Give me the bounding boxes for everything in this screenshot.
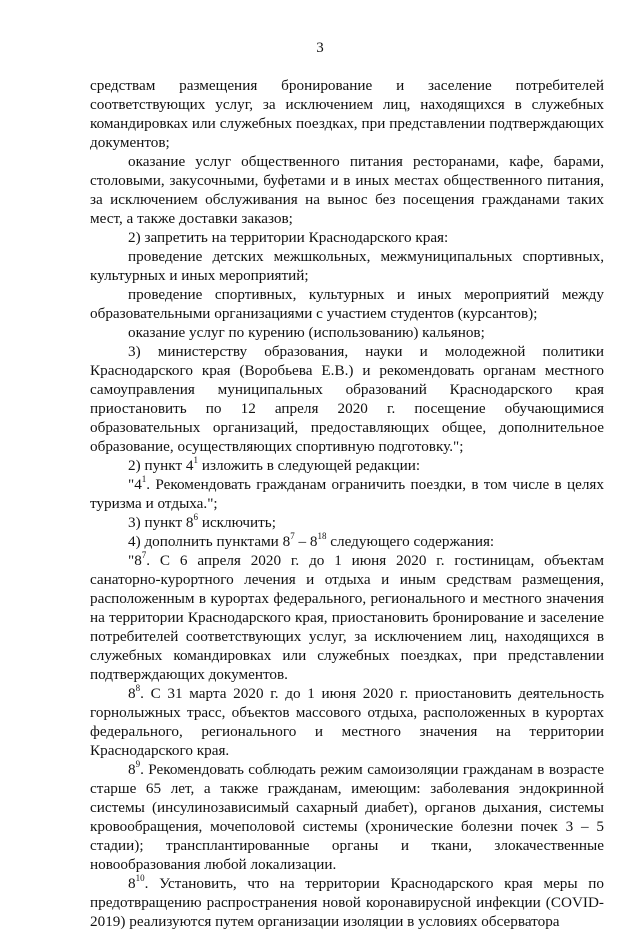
superscript: 10 [135, 872, 145, 883]
text-run: средствам размещения бронирование и заселение потребителей соответствующих услуг, за исключением лиц, находящихся в служебных командировках или служебных поездках, при представлении подтверждающих документов; [90, 77, 604, 151]
text-run: – 8 [294, 533, 318, 550]
text-run: исключить; [198, 514, 276, 531]
page-number: 3 [316, 40, 324, 56]
text-run: . Рекомендовать соблюдать режим самоизоляции гражданам в возрасте старше 65 лет, а также гражданам, имеющим: заболевания эндокринной системы (инсулинозависимый сахарный диабет), органов дыхания, системы кровообращения, мочеполовой системы (хронические болезни почек 3 – 5 стадии); трансплантированные органы и ткани, злокачественные новообразования любой локализации. [90, 761, 604, 873]
paragraph-p14 [90, 760, 604, 874]
paragraph-p11 [90, 532, 604, 551]
paragraph-p9 [90, 475, 604, 513]
text-run: "4 [128, 476, 142, 493]
paragraph-p12 [90, 551, 604, 684]
text-run: . Установить, что на территории Краснодарского края меры по предотвращению распространения новой коронавирусной инфекции (COVID-2019) реализуются путем организации изоляции в условиях обсерватора [90, 875, 604, 930]
paragraph-p8 [90, 456, 604, 475]
text-run: следующего содержания: [326, 533, 495, 550]
paragraph-p10 [90, 513, 604, 532]
paragraph-p2 [90, 152, 604, 228]
superscript: 1 [193, 454, 199, 465]
superscript: 1 [141, 473, 147, 484]
superscript: 18 [317, 530, 327, 541]
superscript: 7 [141, 549, 147, 560]
superscript: 8 [135, 682, 141, 693]
text-run: 8 [128, 875, 136, 892]
paragraph-p7 [90, 342, 604, 456]
paragraph-p3 [90, 228, 604, 247]
text-run: 2) запретить на территории Краснодарского края: [128, 229, 449, 246]
paragraph-p1 [90, 76, 604, 152]
text-run: оказание услуг общественного питания ресторанами, кафе, барами, столовыми, закусочными, буфетами и в иных местах общественного питания, за исключением обслуживания на вынос без посещения гражданами таких мест, а также доставки заказов; [90, 153, 604, 227]
text-run: 8 [128, 761, 136, 778]
paragraph-p15 [90, 874, 604, 931]
text-run: 3) пункт 8 [128, 514, 194, 531]
paragraph-p13 [90, 684, 604, 760]
text-run: проведение детских межшкольных, межмуниципальных спортивных, культурных и иных мероприятий; [90, 248, 604, 284]
superscript: 6 [193, 511, 199, 522]
text-run: 8 [128, 685, 136, 702]
superscript: 7 [290, 530, 295, 541]
text-run: 4) дополнить пунктами 8 [128, 533, 291, 550]
text-run: . С 6 апреля 2020 г. до 1 июня 2020 г. гостиницам, объектам санаторно-курортного лечения и отдыха и иным средствам размещения, расположенным в курортах федерального, регионального и местного значения на территории Краснодарского края, приостановить бронирование и заселение потребителей соответствующих услуг, за исключением лиц, находящихся в служебных командировках или служебных поездках, при представлении подтверждающих документов. [90, 552, 604, 683]
paragraph-p4 [90, 247, 604, 285]
superscript: 9 [135, 758, 141, 769]
text-run: оказание услуг по курению (использованию) кальянов; [128, 324, 485, 341]
text-run: . С 31 марта 2020 г. до 1 июня 2020 г. приостановить деятельность горнолыжных трасс, объектов массового отдыха, расположенных в курортах федерального, регионального и местного значения на территории Краснодарского края. [90, 685, 604, 759]
text-run: 2) пункт 4 [128, 457, 194, 474]
document-body [90, 76, 604, 931]
paragraph-p5 [90, 285, 604, 323]
text-run: . Рекомендовать гражданам ограничить поездки, в том числе в целях туризма и отдыха."; [90, 476, 604, 512]
text-run: изложить в следующей редакции: [198, 457, 421, 474]
text-run: проведение спортивных, культурных и иных мероприятий между образовательными организациями с участием студентов (курсантов); [90, 286, 604, 322]
text-run: "8 [128, 552, 142, 569]
text-run: 3) министерству образования, науки и молодежной политики Краснодарского края (Воробьева Е.В.) и рекомендовать органам местного самоуправления муниципальных образований Краснодарского края приостановить по 12 апреля 2020 г. посещение обучающимися образовательных организаций, предоставляющих общее, дополнительное образование, осуществляющих спортивную подготовку."; [90, 343, 604, 455]
paragraph-p6 [90, 323, 604, 342]
